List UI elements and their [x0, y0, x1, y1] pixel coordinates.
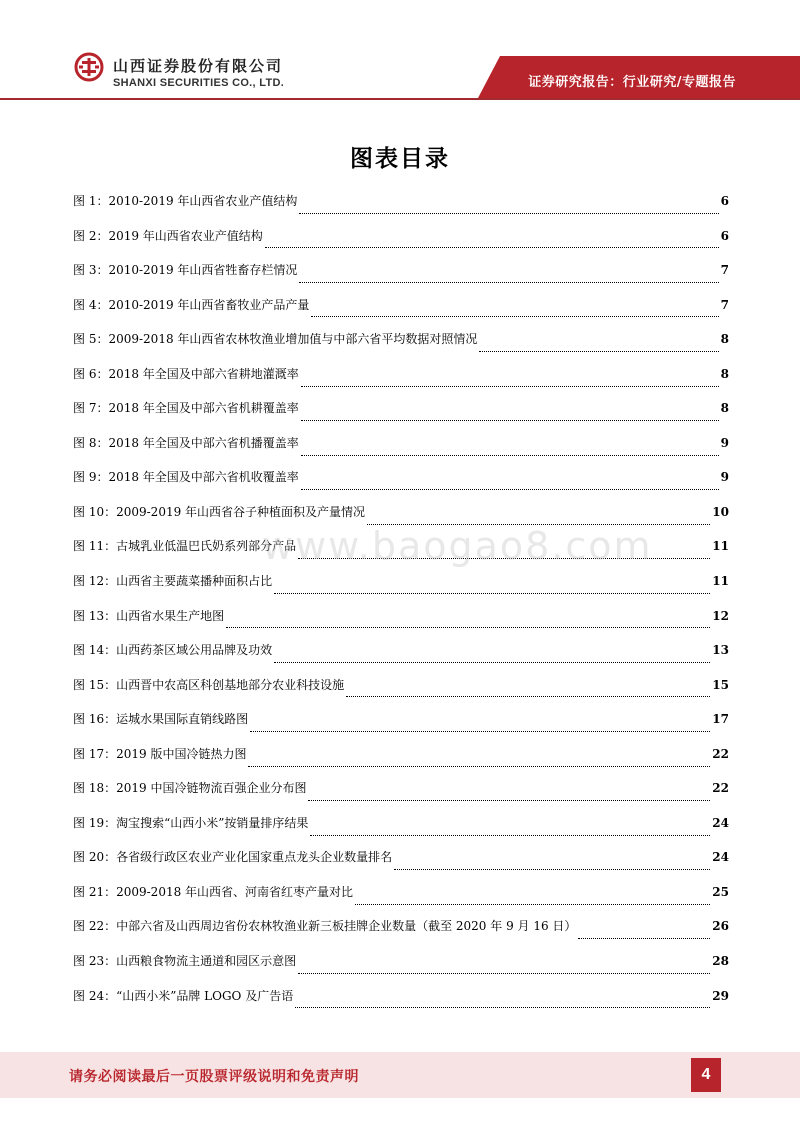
toc-entry-label: 图 13：山西省水果生产地图	[73, 608, 225, 623]
toc-entry[interactable]	[73, 399, 729, 434]
toc-entry[interactable]	[73, 883, 729, 918]
toc-entry[interactable]	[73, 468, 729, 503]
toc-entry-page: 15	[712, 677, 729, 692]
toc-entry-page: 10	[712, 504, 729, 519]
toc-entry-label: 图 10：2009-2019 年山西省谷子种植面积及产量情况	[73, 504, 366, 519]
toc-entry-page: 8	[720, 332, 729, 347]
page-number: 4	[691, 1058, 721, 1092]
toc-entry-label: 图 18：2019 中国冷链物流百强企业分布图	[73, 781, 307, 796]
toc-entry-label: 图 11：古城乳业低温巴氏奶系列部分产品	[73, 539, 297, 554]
toc-leader-dots	[299, 272, 718, 283]
toc-entry-page: 11	[712, 574, 729, 589]
toc-entry-label: 图 24：“山西小米”品牌 LOGO 及广告语	[73, 988, 294, 1003]
toc-entry-page: 13	[712, 643, 729, 658]
toc-leader-dots	[310, 825, 710, 836]
toc-entry-page: 28	[712, 954, 729, 969]
toc-entry-label: 图 21：2009-2018 年山西省、河南省红枣产量对比	[73, 884, 354, 899]
toc-entry-page: 17	[712, 712, 729, 727]
toc-entry-page: 22	[712, 781, 729, 796]
toc-entry-label: 图 2：2019 年山西省农业产值结构	[73, 228, 263, 243]
toc-entry-page: 6	[720, 194, 729, 208]
toc-entry-page: 6	[720, 228, 729, 243]
report-type-label: 证券研究报告：行业研究/专题报告	[528, 75, 736, 90]
toc-entry-page: 11	[712, 539, 729, 554]
toc-entry[interactable]	[73, 365, 729, 400]
toc-leader-dots	[355, 894, 710, 905]
watermark: www.baogao8.com	[262, 524, 653, 568]
toc-entry-page: 9	[720, 435, 729, 450]
toc-entry-page: 8	[720, 401, 729, 416]
toc-entry-label: 图 1：2010-2019 年山西省农业产值结构	[73, 194, 298, 208]
company-name-cn: 山西证券股份有限公司	[113, 57, 284, 75]
page-title: 图表目录	[350, 146, 450, 172]
toc-leader-dots	[226, 617, 710, 628]
toc-entry-label: 图 23：山西粮食物流主通道和园区示意图	[73, 954, 297, 969]
toc-leader-dots	[298, 548, 710, 559]
toc-leader-dots	[274, 652, 710, 663]
toc-entry-page: 9	[720, 470, 729, 485]
toc-entry-page: 7	[720, 263, 729, 278]
toc-entry[interactable]	[73, 676, 729, 711]
toc-entry[interactable]	[73, 710, 729, 745]
disclaimer-notice: 请务必阅读最后一页股票评级说明和免责声明	[69, 1069, 359, 1085]
toc-entry[interactable]	[73, 917, 729, 952]
toc-leader-dots	[346, 686, 710, 697]
toc-entry[interactable]	[73, 537, 729, 572]
toc-leader-dots	[274, 583, 710, 594]
toc-entry[interactable]	[73, 434, 729, 469]
toc-entry-page: 24	[712, 850, 729, 865]
toc-leader-dots	[301, 410, 719, 421]
toc-entry[interactable]	[73, 572, 729, 607]
toc-entry[interactable]	[73, 192, 729, 227]
toc-leader-dots	[250, 721, 710, 732]
toc-entry-page: 25	[712, 884, 729, 899]
header-divider	[0, 98, 800, 100]
toc-entry-label: 图 22：中部六省及山西周边省份农林牧渔业新三板挂牌企业数量（截至 2020 年 9 月 16 日）	[73, 919, 577, 934]
toc-leader-dots	[248, 756, 710, 767]
toc-entry-label: 图 20：各省级行政区农业产业化国家重点龙头企业数量排名	[73, 850, 393, 865]
toc-entry-label: 图 19：淘宝搜索“山西小米”按销量排序结果	[73, 815, 309, 830]
toc-entry-label: 图 4：2010-2019 年山西省畜牧业产品产量	[73, 297, 310, 312]
toc-leader-dots	[367, 514, 710, 525]
toc-entry[interactable]	[73, 952, 729, 987]
toc-leader-dots	[479, 341, 718, 352]
company-logo-icon	[74, 52, 104, 82]
toc-leader-dots	[394, 859, 710, 870]
toc-entry[interactable]	[73, 779, 729, 814]
toc-entry-label: 图 14：山西药茶区域公用品牌及功效	[73, 643, 273, 658]
toc-leader-dots	[578, 928, 710, 939]
toc-entry-page: 26	[712, 919, 729, 934]
toc-entry-label: 图 15：山西晋中农高区科创基地部分农业科技设施	[73, 677, 345, 692]
toc-leader-dots	[308, 790, 710, 801]
page-footer	[0, 1052, 800, 1098]
toc-entry[interactable]	[73, 261, 729, 296]
toc-entry-page: 29	[712, 988, 729, 1003]
toc-leader-dots	[299, 203, 718, 214]
toc-entry-label: 图 9：2018 年全国及中部六省机收覆盖率	[73, 470, 299, 485]
page-header	[0, 0, 800, 105]
toc-entry-label: 图 16：运城水果国际直销线路图	[73, 712, 249, 727]
company-name-en: SHANXI SECURITIES CO., LTD.	[113, 77, 285, 89]
toc-leader-dots	[295, 997, 710, 1008]
toc-entry[interactable]	[73, 227, 729, 262]
toc-leader-dots	[301, 479, 719, 490]
toc-entry[interactable]	[73, 848, 729, 883]
toc-leader-dots	[301, 376, 719, 387]
toc-entry[interactable]	[73, 641, 729, 676]
toc-entry[interactable]	[73, 745, 729, 780]
toc-entry-label: 图 3：2010-2019 年山西省牲畜存栏情况	[73, 263, 298, 278]
toc-entry[interactable]	[73, 296, 729, 331]
toc-entry-page: 12	[712, 608, 729, 623]
toc-entry[interactable]	[73, 330, 729, 365]
toc-entry-page: 7	[720, 297, 729, 312]
toc-entry[interactable]	[73, 987, 729, 1022]
toc-entry-page: 8	[720, 366, 729, 381]
toc-entry[interactable]	[73, 503, 729, 538]
toc-entry-label: 图 12：山西省主要蔬菜播种面积占比	[73, 574, 273, 589]
figure-index-list	[73, 192, 729, 1021]
toc-entry-label: 图 6：2018 年全国及中部六省耕地灌溉率	[73, 366, 299, 381]
toc-entry[interactable]	[73, 814, 729, 849]
toc-entry-page: 24	[712, 815, 729, 830]
toc-entry-label: 图 17：2019 版中国冷链热力图	[73, 746, 247, 761]
toc-leader-dots	[265, 237, 719, 248]
toc-entry-page: 22	[712, 746, 729, 761]
toc-leader-dots	[298, 963, 710, 974]
toc-leader-dots	[311, 306, 718, 317]
toc-entry-label: 图 8：2018 年全国及中部六省机播覆盖率	[73, 435, 299, 450]
toc-entry-label: 图 5：2009-2018 年山西省农林牧渔业增加值与中部六省平均数据对照情况	[73, 332, 478, 347]
toc-entry[interactable]	[73, 607, 729, 642]
toc-entry-label: 图 7：2018 年全国及中部六省机耕覆盖率	[73, 401, 299, 416]
toc-leader-dots	[301, 445, 719, 456]
